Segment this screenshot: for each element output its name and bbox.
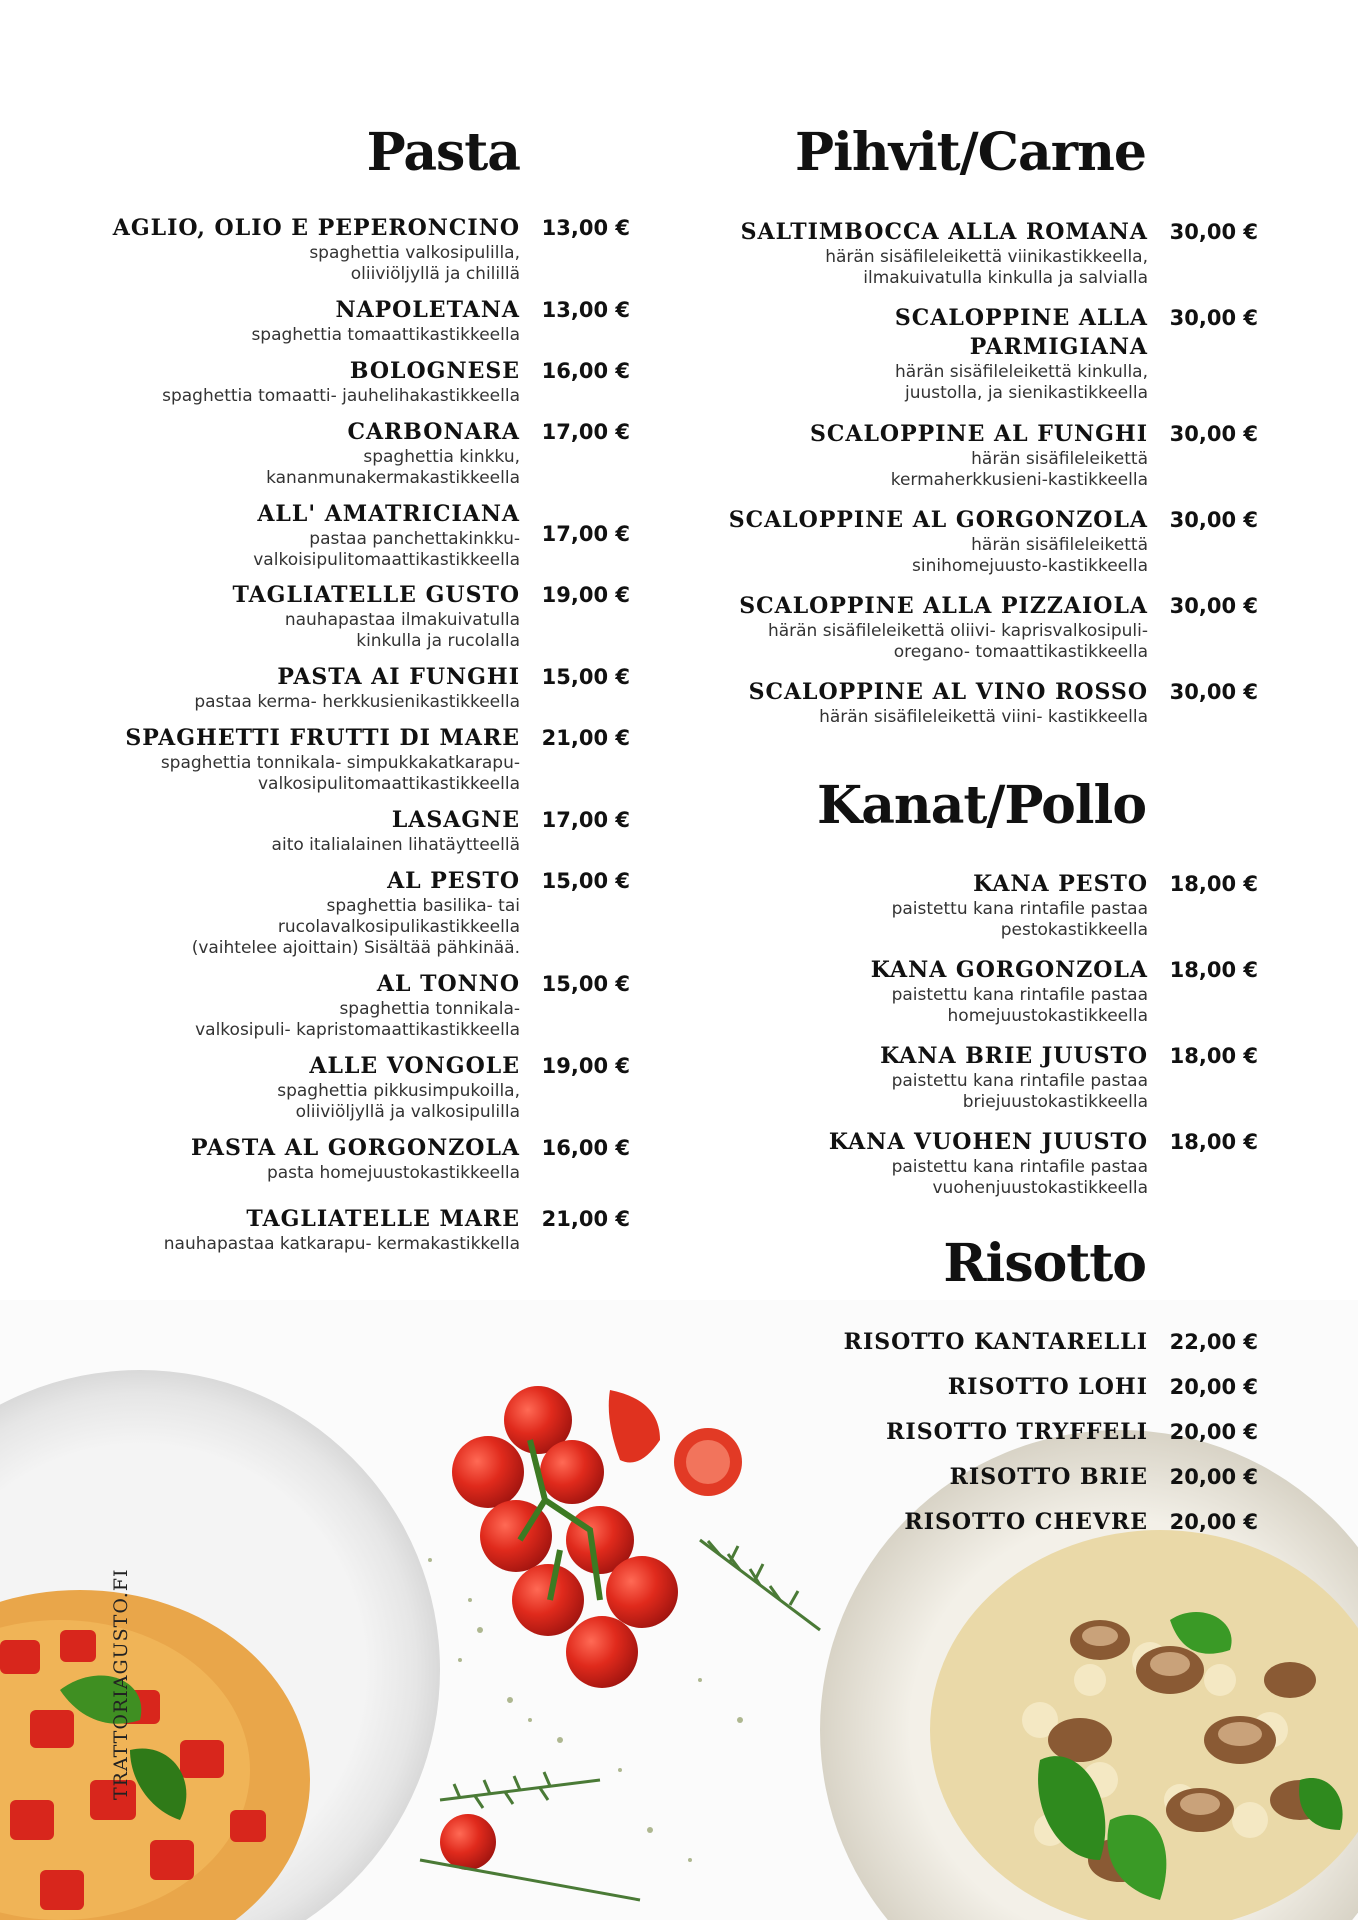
dish-price: 13,00 € — [541, 216, 630, 240]
menu-item — [0, 296, 630, 346]
dish-description: nauhapastaa ilmakuivatulla kinkulla ja rucolalla — [284, 610, 520, 651]
dish-description: spaghettia tomaattikastikkeella — [251, 325, 520, 345]
section-title-carne: Pihvit/Carne — [794, 122, 1146, 183]
menu-item — [0, 1134, 630, 1184]
dish-name: BOLOGNESE — [349, 358, 520, 384]
dish-price: 20,00 € — [1169, 1465, 1258, 1489]
dish-description: härän sisäfileleikettä sinihomejuusto-kastikkeella — [912, 535, 1148, 576]
dish-description: spaghettia tomaatti- jauhelihakastikkeella — [162, 386, 520, 406]
menu-item — [0, 1205, 630, 1255]
dish-description: paistettu kana rintafile pastaa homejuustokastikkeella — [891, 985, 1148, 1026]
dish-name: ALL' AMATRICIANA — [257, 501, 520, 527]
menu-item — [690, 1373, 1258, 1402]
dish-name: LASAGNE — [391, 807, 520, 833]
dish-name: SALTIMBOCCA ALLA ROMANA — [740, 219, 1148, 245]
menu-item — [0, 214, 630, 285]
dish-name: RISOTTO KANTARELLI — [843, 1329, 1148, 1355]
dish-description: paistettu kana rintafile pastaa briejuustokastikkeella — [891, 1071, 1148, 1112]
dish-name: TAGLIATELLE MARE — [246, 1206, 520, 1232]
dish-name: KANA PESTO — [973, 871, 1148, 897]
dish-description: nauhapastaa katkarapu- kermakastikkella — [163, 1234, 520, 1254]
dish-price: 18,00 € — [1169, 872, 1258, 896]
dish-name: RISOTTO LOHI — [947, 1374, 1148, 1400]
section-title-pasta: Pasta — [366, 122, 520, 183]
dish-description: härän sisäfileleikettä kermaherkkusieni-kastikkeella — [890, 449, 1148, 490]
menu-item — [690, 304, 1258, 404]
dish-price: 18,00 € — [1169, 1130, 1258, 1154]
dish-price: 18,00 € — [1169, 1044, 1258, 1068]
dish-price: 19,00 € — [541, 583, 630, 607]
dish-price: 16,00 € — [541, 359, 630, 383]
dish-price: 17,00 € — [541, 808, 630, 832]
dish-name: AL PESTO — [387, 868, 520, 894]
website-watermark: TRATTORIAGUSTO.FI — [110, 1568, 132, 1800]
dish-name: RISOTTO TRYFFELI — [886, 1419, 1148, 1445]
menu-item — [690, 1508, 1258, 1537]
menu-item — [0, 357, 630, 407]
dish-description: spaghettia pikkusimpukoilla, oliiviöljyllä ja valkosipulilla — [277, 1081, 520, 1122]
dish-description: spaghettia tonnikala- simpukkakatkarapu- valkosipulitomaattikastikkeella — [160, 753, 520, 794]
menu-item — [690, 1463, 1258, 1492]
dish-price: 20,00 € — [1169, 1420, 1258, 1444]
dish-price: 20,00 € — [1169, 1375, 1258, 1399]
dish-price: 17,00 € — [541, 522, 630, 546]
dish-name: CARBONARA — [347, 419, 520, 445]
dish-description: pasta homejuustokastikkeella — [266, 1163, 520, 1183]
menu-item — [690, 1128, 1258, 1199]
menu-item — [0, 867, 630, 959]
menu-item — [690, 956, 1258, 1027]
dish-name: SCALOPPINE ALLA PARMIGIANA — [894, 305, 1148, 360]
dish-price: 17,00 € — [541, 420, 630, 444]
dish-name: SCALOPPINE AL FUNGHI — [810, 421, 1148, 447]
menu-item — [690, 420, 1258, 491]
menu-item — [0, 663, 630, 713]
dish-price: 16,00 € — [541, 1136, 630, 1160]
dish-name: TAGLIATELLE GUSTO — [232, 582, 520, 608]
dish-price: 30,00 € — [1169, 220, 1258, 244]
menu-item — [0, 500, 630, 571]
dish-price: 15,00 € — [541, 665, 630, 689]
dish-price: 15,00 € — [541, 972, 630, 996]
dish-description: pastaa panchettakinkku- valkoisipulitomaattikastikkeella — [253, 529, 520, 570]
menu-item — [690, 592, 1258, 663]
menu-item — [690, 870, 1258, 941]
dish-price: 15,00 € — [541, 869, 630, 893]
dish-name: KANA BRIE JUUSTO — [880, 1043, 1148, 1069]
dish-description: spaghettia tonnikala- valkosipuli- kapristomaattikastikkeella — [195, 999, 520, 1040]
dish-price: 20,00 € — [1169, 1510, 1258, 1534]
dish-description: härän sisäfileleikettä viini- kastikkeella — [819, 707, 1148, 727]
menu-item — [0, 581, 630, 652]
menu-item — [690, 218, 1258, 289]
dish-price: 13,00 € — [541, 298, 630, 322]
dish-price: 30,00 € — [1169, 680, 1258, 704]
dish-price: 22,00 € — [1169, 1330, 1258, 1354]
dish-description: spaghettia kinkku, kananmunakermakastikkeella — [266, 447, 520, 488]
menu-item — [690, 1418, 1258, 1447]
dish-price: 30,00 € — [1169, 594, 1258, 618]
dish-description: aito italialainen lihatäytteellä — [271, 835, 520, 855]
dish-description: paistettu kana rintafile pastaa vuohenjuustokastikkeella — [891, 1157, 1148, 1198]
dish-name: RISOTTO CHEVRE — [904, 1509, 1148, 1535]
dish-price: 18,00 € — [1169, 958, 1258, 982]
dish-name: PASTA AL GORGONZOLA — [190, 1135, 520, 1161]
dish-description: härän sisäfileleikettä kinkulla, juustolla, ja sienikastikkeella — [895, 362, 1148, 403]
dish-name: ALLE VONGOLE — [309, 1053, 520, 1079]
dish-price: 30,00 € — [1169, 422, 1258, 446]
dish-price: 30,00 € — [1169, 508, 1258, 532]
section-title-risotto: Risotto — [943, 1233, 1146, 1294]
dish-name: NAPOLETANA — [335, 297, 520, 323]
dish-name: KANA VUOHEN JUUSTO — [828, 1129, 1148, 1155]
menu-item — [0, 724, 630, 795]
dish-name: SCALOPPINE ALLA PIZZAIOLA — [739, 593, 1148, 619]
section-title-pollo: Kanat/Pollo — [817, 775, 1146, 836]
dish-price: 19,00 € — [541, 1054, 630, 1078]
menu-item — [690, 1042, 1258, 1113]
dish-price: 30,00 € — [1169, 306, 1258, 330]
menu-item — [0, 418, 630, 489]
menu-item — [0, 806, 630, 856]
dish-price: 21,00 € — [541, 726, 630, 750]
menu-item — [690, 678, 1258, 728]
dish-name: PASTA AI FUNGHI — [277, 664, 520, 690]
dish-name: SPAGHETTI FRUTTI DI MARE — [125, 725, 520, 751]
dish-name: KANA GORGONZOLA — [870, 957, 1148, 983]
dish-description: härän sisäfileleikettä viinikastikkeella, ilmakuivatulla kinkulla ja salvialla — [825, 247, 1148, 288]
dish-description: spaghettia basilika- tai rucolavalkosipulikastikkeella (vaihtelee ajoittain) Sisältää pähkinää. — [191, 896, 520, 958]
menu-item — [0, 1052, 630, 1123]
dish-name: SCALOPPINE AL VINO ROSSO — [748, 679, 1148, 705]
dish-name: AL TONNO — [376, 971, 520, 997]
menu-item — [0, 970, 630, 1041]
dish-description: pastaa kerma- herkkusienikastikkeella — [194, 692, 520, 712]
menu-item — [690, 506, 1258, 577]
dish-price: 21,00 € — [541, 1207, 630, 1231]
dish-name: AGLIO, OLIO E PEPERONCINO — [112, 215, 520, 241]
menu-item — [690, 1328, 1258, 1357]
dish-name: RISOTTO BRIE — [949, 1464, 1148, 1490]
dish-description: härän sisäfileleikettä oliivi- kaprisvalkosipuli- oregano- tomaattikastikkeella — [767, 621, 1148, 662]
dish-name: SCALOPPINE AL GORGONZOLA — [728, 507, 1148, 533]
dish-description: spaghettia valkosipulilla, oliiviöljyllä ja chilillä — [309, 243, 520, 284]
dish-description: paistettu kana rintafile pastaa pestokastikkeella — [891, 899, 1148, 940]
